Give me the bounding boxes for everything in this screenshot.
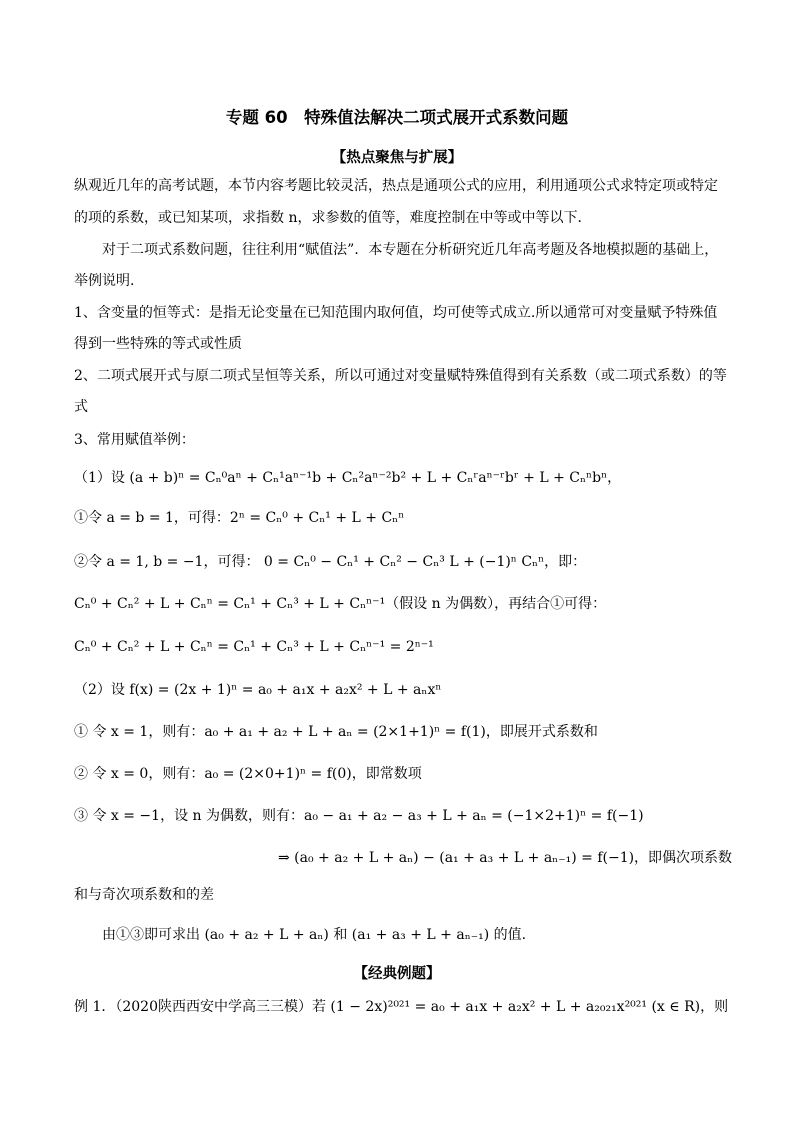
- example-1-case-3: Cₙ⁰ + Cₙ² + L + Cₙⁿ = Cₙ¹ + Cₙ³ + L + Cₙⁿ⁻¹（假设 n 为偶数），再结合①可得：: [74, 596, 607, 612]
- example-2-case-3-derivation: ⇒ (a₀ + a₂ + L + aₙ) − (a₁ + a₃ + L + aₙ₋₁) = f(−1)，即偶次项系数: [278, 850, 733, 866]
- example-1-case-4: Cₙ⁰ + Cₙ² + L + Cₙⁿ = Cₙ¹ + Cₙ³ + L + Cₙⁿ⁻¹ = 2ⁿ⁻¹: [74, 639, 434, 655]
- item-3: 3、常用赋值举例：: [74, 432, 195, 448]
- example-problem-1: 例 1．（2020陕西西安中学高三三模）若 (1 − 2x)²⁰²¹ = a₀ + a₁x + a₂x² + L + a₂₀₂₁x²⁰²¹ (x ∈ R)，则: [74, 999, 729, 1015]
- section-heading-hotspot: 【热点聚焦与扩展】: [331, 150, 463, 166]
- item-2-line-2: 式: [74, 399, 88, 415]
- example-2-case-3: ③ 令 x = −1，设 n 为偶数，则有：a₀ − a₁ + a₂ − a₃ + L + aₙ = (−1×2+1)ⁿ = f(−1): [74, 808, 644, 824]
- paragraph-2-line-2: 举例说明.: [74, 273, 135, 289]
- example-1-formula: （1）设 (a + b)ⁿ = Cₙ⁰aⁿ + Cₙ¹aⁿ⁻¹b + Cₙ²aⁿ⁻²b² + L + Cₙʳaⁿ⁻ʳbʳ + L + Cₙⁿbⁿ，: [74, 470, 622, 486]
- example-2-summary: 由①③即可求出 (a₀ + a₂ + L + aₙ) 和 (a₁ + a₃ + L + aₙ₋₁) 的值.: [102, 927, 527, 943]
- section-heading-examples: 【经典例题】: [353, 966, 441, 982]
- example-2-formula: （2）设 f(x) = (2x + 1)ⁿ = a₀ + a₁x + a₂x² + L + aₙxⁿ: [74, 682, 442, 698]
- item-1-line-1: 1、含变量的恒等式：是指无论变量在已知范围内取何值，均可使等式成立.所以通常可对变量赋予特殊值: [74, 305, 718, 321]
- example-1-case-1: ①令 a = b = 1，可得：2ⁿ = Cₙ⁰ + Cₙ¹ + L + Cₙⁿ: [74, 510, 405, 526]
- example-2-case-3-conclusion: 和与奇次项系数和的差: [74, 887, 214, 903]
- example-1-case-2: ②令 a = 1, b = −1，可得： 0 = Cₙ⁰ − Cₙ¹ + Cₙ² − Cₙ³ L + (−1)ⁿ Cₙⁿ，即：: [74, 554, 587, 570]
- example-2-case-1: ① 令 x = 1，则有：a₀ + a₁ + a₂ + L + aₙ = (2×1+1)ⁿ = f(1)，即展开式系数和: [74, 724, 598, 740]
- paragraph-2-line-1: 对于二项式系数问题，往往利用“赋值法”．本专题在分析研究近几年高考题及各地模拟题的基础上，: [102, 242, 719, 258]
- item-2-line-1: 2、二项式展开式与原二项式呈恒等关系，所以可通过对变量赋特殊值得到有关系数（或二项式系数）的等: [74, 368, 727, 384]
- paragraph-1-line-1: 纵观近几年的高考试题，本节内容考题比较灵活，热点是通项公式的应用，利用通项公式求特定项或特定: [74, 178, 718, 194]
- paragraph-1-line-2: 的项的系数，或已知某项，求指数 n，求参数的值等，难度控制在中等或中等以下．: [74, 210, 592, 226]
- item-1-line-2: 得到一些特殊的等式或性质: [74, 336, 242, 352]
- page-title: 专题 60 特殊值法解决二项式展开式系数问题: [225, 108, 569, 127]
- example-2-case-2: ② 令 x = 0，则有：a₀ = (2×0+1)ⁿ = f(0)，即常数项: [74, 766, 422, 782]
